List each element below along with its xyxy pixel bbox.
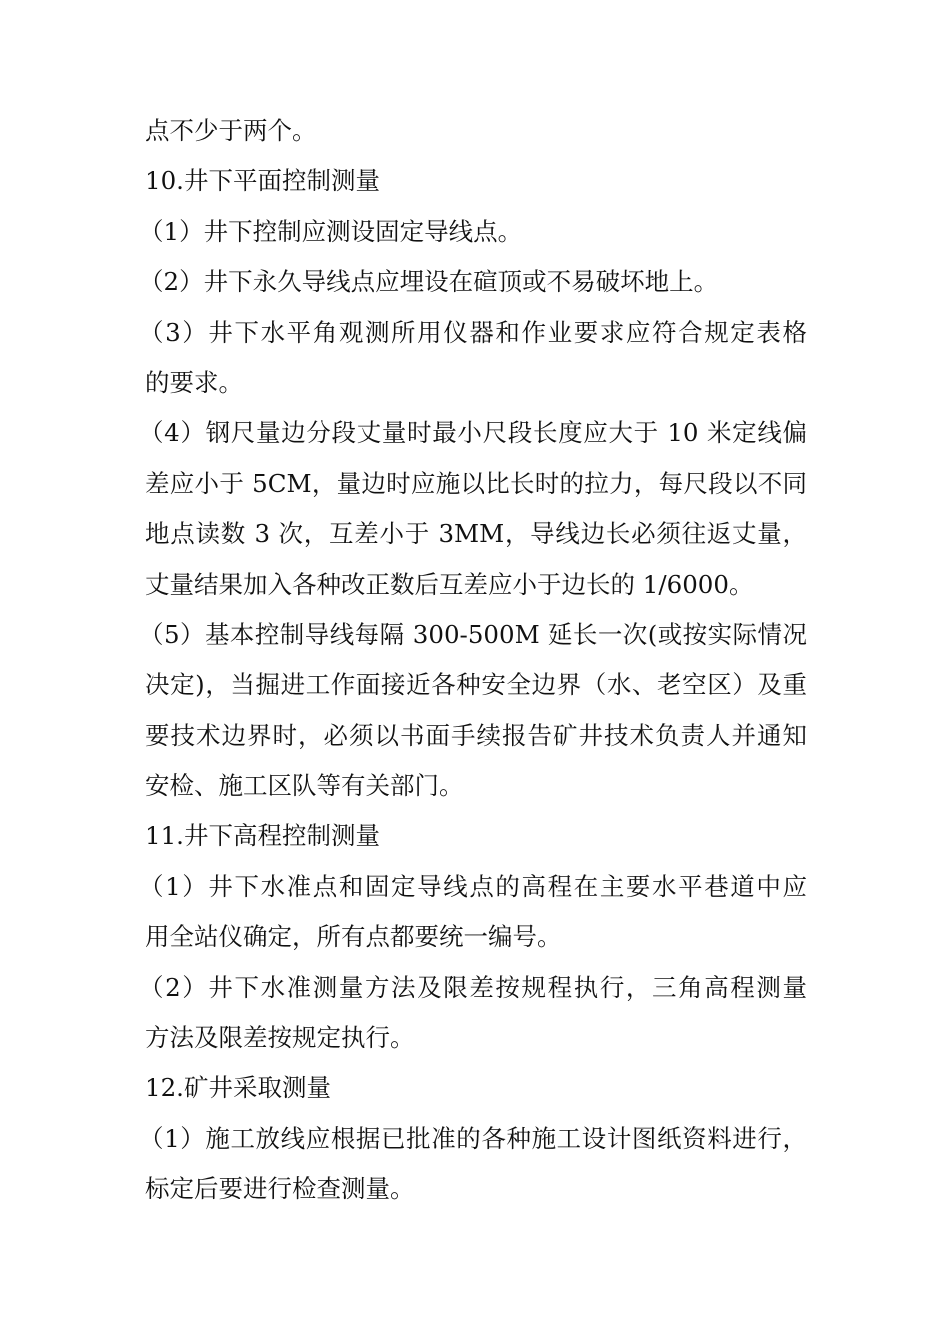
list-item: （1）井下水准点和固定导线点的高程在主要水平巷道中应 xyxy=(139,871,807,901)
text-line: 的要求。 xyxy=(145,367,243,397)
text-line: 点不少于两个。 xyxy=(145,116,317,145)
list-item: （1）井下控制应测设固定导线点。 xyxy=(139,216,523,246)
text-line: 用全站仪确定，所有点都要统一编号。 xyxy=(145,922,562,952)
text-line: 差应小于 5CM，量边时应施以比长时的拉力，每尺段以不同 xyxy=(145,468,807,498)
section-heading: 12.矿井采取测量 xyxy=(145,1073,331,1103)
list-item: （1）施工放线应根据已批准的各种施工设计图纸资料进行， xyxy=(139,1123,807,1153)
text-line: 要技术边界时，必须以书面手续报告矿井技术负责人并通知 xyxy=(145,720,807,750)
text-line: 标定后要进行检查测量。 xyxy=(145,1174,415,1204)
text-line: 丈量结果加入各种改正数后互差应小于边长的 1/6000。 xyxy=(145,569,754,599)
text-line: 方法及限差按规定执行。 xyxy=(145,1023,415,1053)
document-body xyxy=(139,106,807,1215)
list-item: （4）钢尺量边分段丈量时最小尺段长度应大于 10 米定线偏 xyxy=(139,418,807,448)
text-line: 安检、施工区队等有关部门。 xyxy=(145,771,464,801)
list-item: （3）井下水平角观测所用仪器和作业要求应符合规定表格 xyxy=(139,317,807,347)
list-item: （2）井下永久导线点应埋设在碹顶或不易破坏地上。 xyxy=(139,267,719,297)
section-heading: 11.井下高程控制测量 xyxy=(145,821,380,851)
text-line: 地点读数 3 次，互差小于 3MM，导线边长必须往返丈量， xyxy=(145,519,807,549)
text-line: 决定)，当掘进工作面接近各种安全边界（水、老空区）及重 xyxy=(145,670,807,700)
list-item: （2）井下水准测量方法及限差按规程执行，三角高程测量 xyxy=(139,972,807,1002)
list-item: （5）基本控制导线每隔 300-500M 延长一次(或按实际情况 xyxy=(139,619,807,649)
section-heading: 10.井下平面控制测量 xyxy=(145,166,380,196)
